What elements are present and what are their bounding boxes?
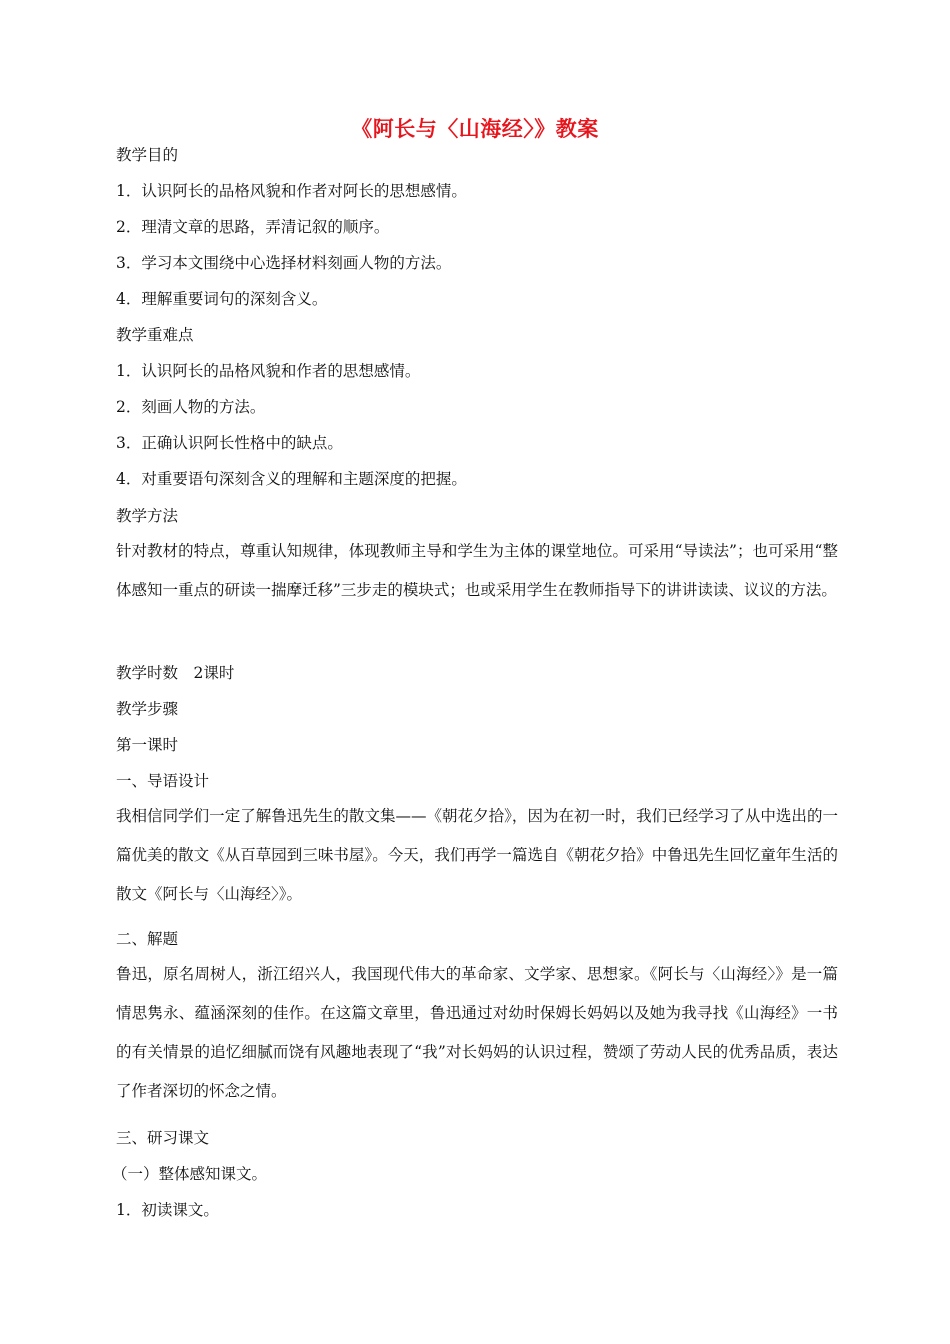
study-item: 1．初读课文。 (116, 1201, 219, 1219)
difficulties-heading: 教学重难点 (116, 326, 194, 344)
lesson-one-heading: 第一课时 (116, 736, 179, 754)
explain-heading: 二、解题 (116, 930, 179, 948)
intro-paragraph: 我相信同学们一定了解鲁迅先生的散文集——《朝花夕拾》，因为在初一时，我们已经学习了从中选出的一篇优美的散文《从百草园到三味书屋》。今天，我们再学一篇选自《朝花夕拾》中鲁迅先生回忆童年生活的散文《阿长与〈山海经〉》。 (116, 807, 838, 903)
difficulty-item: 3．正确认识阿长性格中的缺点。 (116, 434, 343, 452)
teaching-hours: 教学时数 2课时 (116, 664, 235, 682)
methods-paragraph: 针对教材的特点，尊重认知规律，体现教师主导和学生为主体的课堂地位。可采用“导读法”；也可采用“整体感知一重点的研读一揣摩迁移”三步走的模块式；也或采用学生在教师指导下的讲讲读读、议议的方法。 (116, 542, 838, 599)
document-title: 《阿长与〈山海经〉》教案 (351, 117, 599, 141)
difficulty-item: 2．刻画人物的方法。 (116, 398, 266, 416)
difficulty-item: 1．认识阿长的品格风貌和作者的思想感情。 (116, 362, 421, 380)
steps-heading: 教学步骤 (116, 700, 179, 718)
objective-item: 4．理解重要词句的深刻含义。 (116, 290, 328, 308)
difficulty-item: 4．对重要语句深刻含义的理解和主题深度的把握。 (116, 470, 467, 488)
study-subheading: （一）整体感知课文。 (112, 1165, 268, 1183)
methods-heading: 教学方法 (116, 507, 179, 525)
objectives-heading: 教学目的 (116, 146, 179, 164)
intro-heading: 一、导语设计 (116, 772, 210, 790)
objective-item: 1．认识阿长的品格风貌和作者对阿长的思想感情。 (116, 182, 467, 200)
objective-item: 3．学习本文围绕中心选择材料刻画人物的方法。 (116, 254, 452, 272)
objective-item: 2．理清文章的思路，弄清记叙的顺序。 (116, 218, 390, 236)
study-heading: 三、研习课文 (116, 1129, 210, 1147)
explain-paragraph: 鲁迅，原名周树人，浙江绍兴人，我国现代伟大的革命家、文学家、思想家。《阿长与〈山海经〉》是一篇情思隽永、蕴涵深刻的佳作。在这篇文章里，鲁迅通过对幼时保姆长妈妈以及她为我寻找《山海经》一书的有关情景的追忆细腻而饶有风趣地表现了“我”对长妈妈的认识过程，赞颂了劳动人民的优秀品质，表达了作者深切的怀念之情。 (116, 965, 838, 1100)
